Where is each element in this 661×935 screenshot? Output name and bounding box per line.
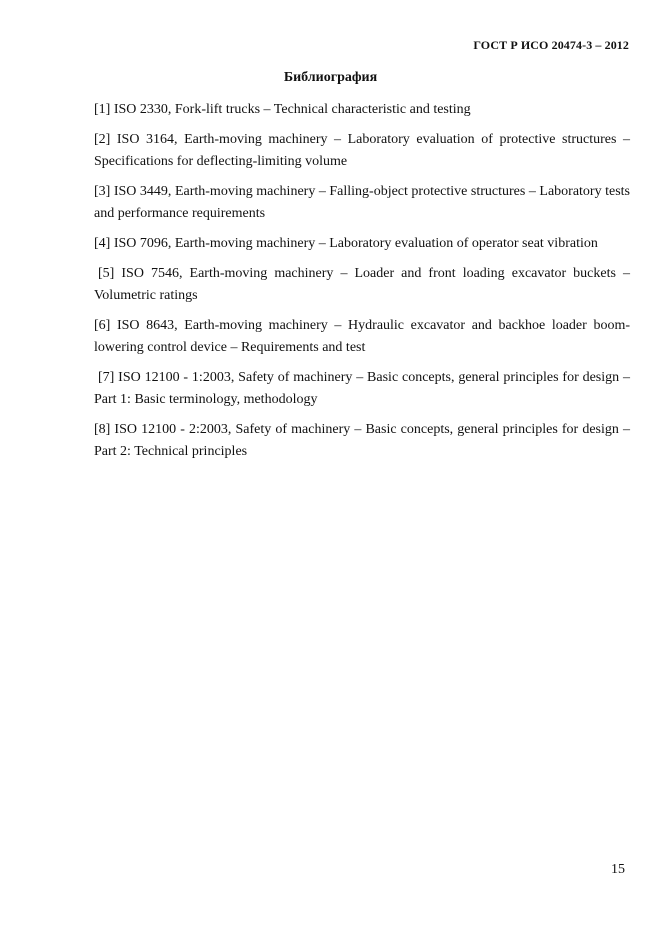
standard-code: ГОСТ Р ИСО 20474-3 – 2012 bbox=[473, 38, 629, 52]
reference-item-8: [8] ISO 12100 - 2:2003, Safety of machinery – Basic concepts, general principles for design – Part 2: Technical principles bbox=[94, 422, 630, 459]
reference-item-3: [3] ISO 3449, Earth-moving machinery – Falling-object protective structures – Laboratory tests and performance requirements bbox=[94, 184, 630, 221]
reference-item-4: [4] ISO 7096, Earth-moving machinery – Laboratory evaluation of operator seat vibration bbox=[94, 236, 598, 251]
reference-item-5: [5] ISO 7546, Earth-moving machinery – Loader and front loading excavator buckets – Volumetric ratings bbox=[94, 266, 630, 303]
reference-item-6: [6] ISO 8643, Earth-moving machinery – Hydraulic excavator and backhoe loader boom-lowering control device – Requirements and test bbox=[94, 318, 630, 355]
reference-item-7: [7] ISO 12100 - 1:2003, Safety of machinery – Basic concepts, general principles for design – Part 1: Basic terminology, methodology bbox=[94, 370, 630, 407]
page-number: 15 bbox=[611, 862, 625, 877]
reference-item-1: [1] ISO 2330, Fork-lift trucks – Technical characteristic and testing bbox=[94, 102, 471, 117]
reference-item-2: [2] ISO 3164, Earth-moving machinery – Laboratory evaluation of protective structures – Specifications for deflecting-limiting volume bbox=[94, 132, 630, 169]
page-title: Библиография bbox=[283, 70, 378, 85]
bibliography-list bbox=[94, 99, 630, 471]
